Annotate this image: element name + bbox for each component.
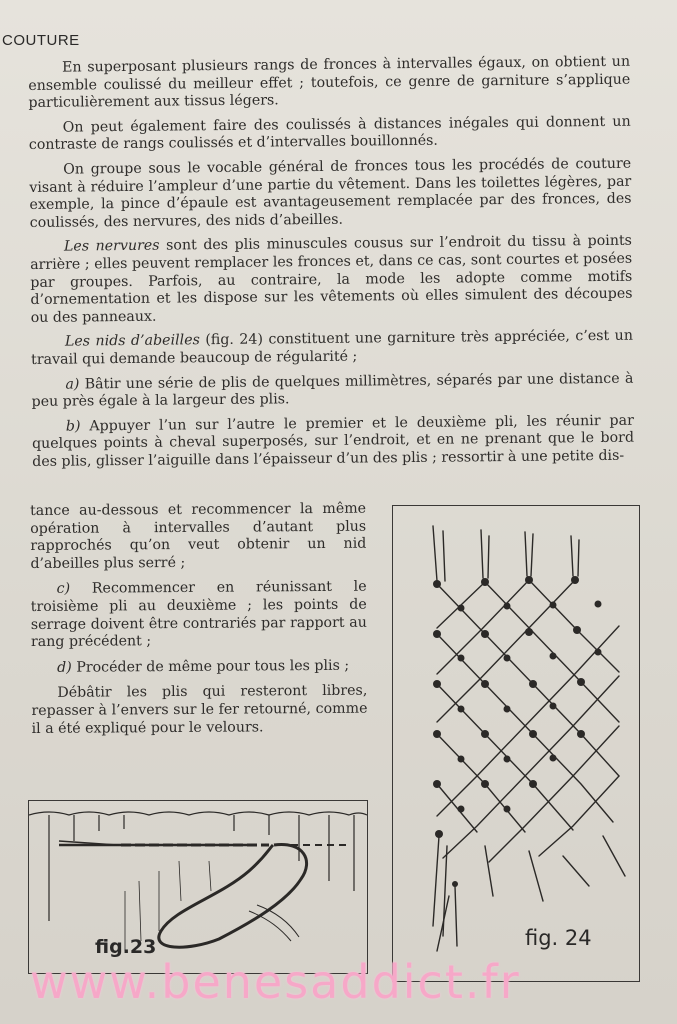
figure-24 xyxy=(392,505,640,982)
body-text-top xyxy=(28,54,634,479)
paragraph-1: En superposant plusieurs rangs de fronces à intervalles égaux, on obtient un ensemble coulissé du meilleur effet ; toutefois, ce genre de garniture s’applique particulièrement aux tissus légers. xyxy=(28,53,631,112)
figure-23 xyxy=(28,800,368,974)
watermark: www.benesaddict.fr xyxy=(30,955,521,1009)
body-text-column xyxy=(30,501,368,746)
figure-24-label: fig. 24 xyxy=(525,926,592,950)
paragraph-nids-abeilles: Les nids d’abeilles (fig. 24) constituent une garniture très appréciée, c’est un travail qui demande beaucoup de régularité ; xyxy=(31,327,634,368)
paragraph-nervures: Les nervures sont des plis minuscules cousus sur l’endroit du tissu à points arrière ; elles peuvent remplacer les fronces et, dans ce cas, sont courtes et posées par groupes. Parfois, au contraire, la mode les adopte comme motifs d’ornementation et les dispose sur les vêtements où elles simulent des découpes ou des panneaux. xyxy=(30,233,633,326)
backstitch-tucks-illustration xyxy=(29,801,367,973)
paragraph-debatir: Débâtir les plis qui resteront libres, repasser à l’envers sur le fer retourné, comme il a été expliqué pour le velours. xyxy=(31,682,368,737)
smocking-honeycomb-illustration xyxy=(393,506,639,981)
step-b-continued: tance au-dessous et recommencer la même opération à intervalles d’autant plus rapprochés qu’on veut obtenir un nid d’abeilles plus serré ; xyxy=(30,500,367,572)
step-b: b) Appuyer l’un sur l’autre le premier et le deuxième pli, les réunir par quelques points à cheval superposés, sur l’endroit, et en ne prenant que le bord des plis, glisser l’aiguille dans l’épaisseur d’un des plis ; ressortir à une petite dis- xyxy=(31,412,635,470)
step-a: a) Bâtir une série de plis de quelques millimètres, séparés par une distance à peu près égale à la largeur des plis. xyxy=(31,370,634,411)
figure-23-label: fig.23 xyxy=(95,936,157,958)
step-d: d) Procéder de même pour tous les plis ; xyxy=(57,657,350,676)
running-head: COUTURE xyxy=(2,32,80,49)
paragraph-3: On groupe sous le vocable général de fronces tous les procédés de couture visant à réduire l’ampleur d’une partie du vêtement. Dans les toilettes légères, par exemple, la pince d’épaule est avantageusement remplacée par des fronces, des coulissés, des nervures, des nids d’abeilles. xyxy=(29,155,632,231)
paragraph-2: On peut également faire des coulissés à distances inégales qui donnent un contraste de rangs coulissés et d’intervalles bouillonnés. xyxy=(28,113,631,154)
step-c: c) Recommencer en réunissant le troisième pli au deuxième ; les points de serrage doivent être contrariés par rapport au rang précédent ; xyxy=(30,579,367,651)
